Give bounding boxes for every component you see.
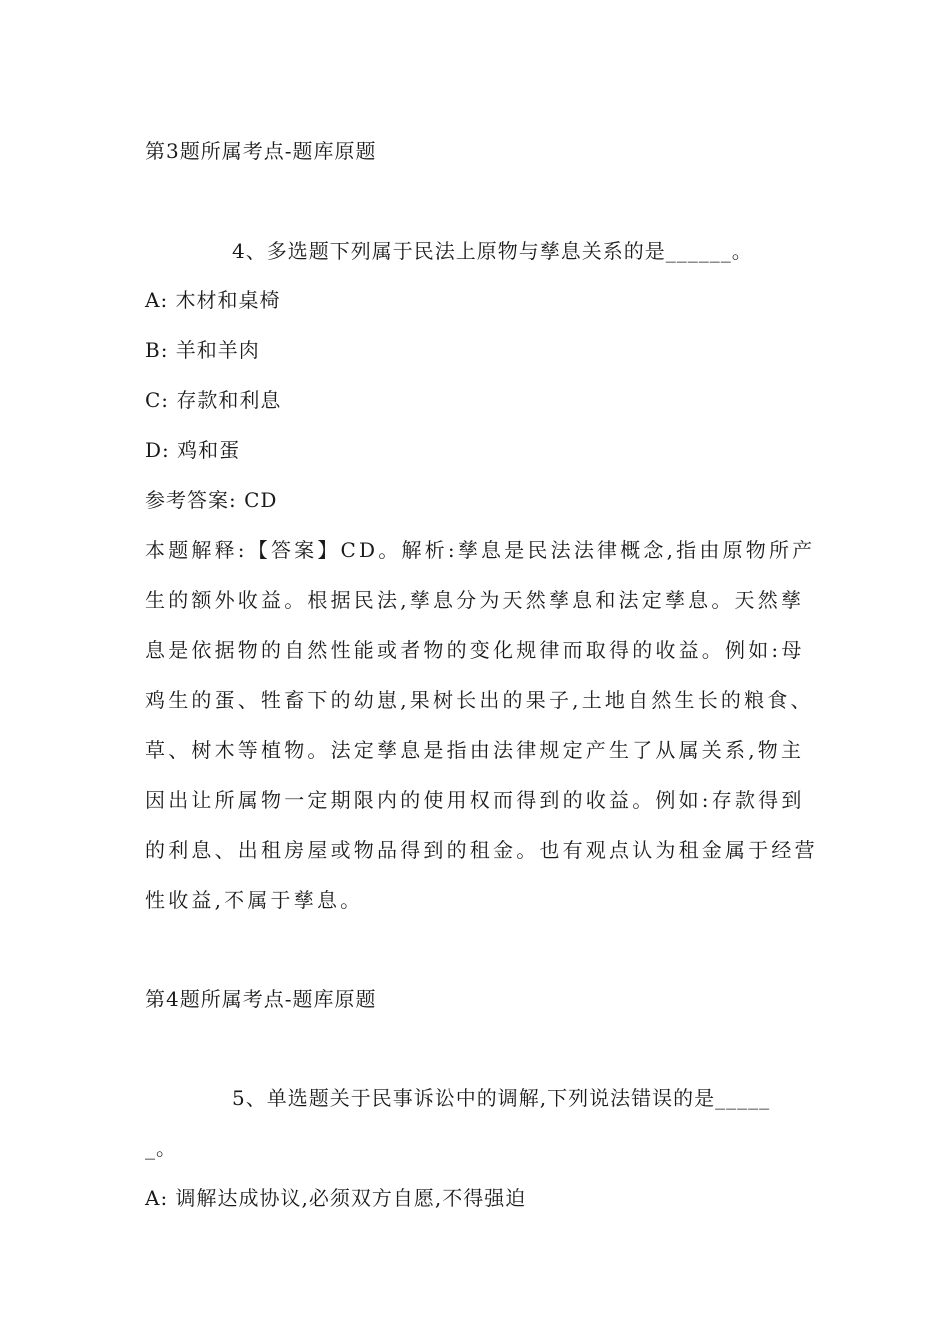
section-4-source: 第4题所属考点-题库原题 — [145, 987, 377, 1011]
question-4-explanation-line: 草、树木等植物。法定孳息是指由法律规定产生了从属关系,物主 — [145, 738, 805, 762]
question-4-option-d: D: 鸡和蛋 — [145, 438, 241, 462]
question-5-stem-continued: _。 — [145, 1136, 177, 1160]
question-4-option-c: C: 存款和利息 — [145, 388, 282, 412]
question-4-explanation-line: 性收益,不属于孳息。 — [145, 888, 364, 912]
question-4-stem: 4、多选题下列属于民法上原物与孳息关系的是______。 — [232, 239, 753, 263]
question-4-explanation-line: 鸡生的蛋、牲畜下的幼崽,果树长出的果子,土地自然生长的粮食、 — [145, 688, 814, 712]
question-5-option-a: A: 调解达成协议,必须双方自愿,不得强迫 — [145, 1186, 527, 1210]
question-4-answer: 参考答案: CD — [145, 488, 278, 512]
question-4-explanation-line: 的利息、出租房屋或物品得到的租金。也有观点认为租金属于经营 — [145, 838, 818, 862]
question-4-option-b: B: 羊和羊肉 — [145, 338, 260, 362]
question-4-option-a: A: 木材和桌椅 — [145, 288, 281, 312]
question-4-explanation-line: 因出让所属物一定期限内的使用权而得到的收益。例如:存款得到 — [145, 788, 805, 812]
section-3-source: 第3题所属考点-题库原题 — [145, 139, 377, 163]
question-4-explanation-line: 生的额外收益。根据民法,孳息分为天然孳息和法定孳息。天然孳 — [145, 588, 805, 612]
question-4-explanation-line: 息是依据物的自然性能或者物的变化规律而取得的收益。例如:母 — [145, 638, 805, 662]
question-4-explanation-line: 本题解释:【答案】CD。解析:孳息是民法法律概念,指由原物所产 — [145, 538, 816, 562]
question-5-stem: 5、单选题关于民事诉讼中的调解,下列说法错误的是_____ — [232, 1086, 771, 1110]
